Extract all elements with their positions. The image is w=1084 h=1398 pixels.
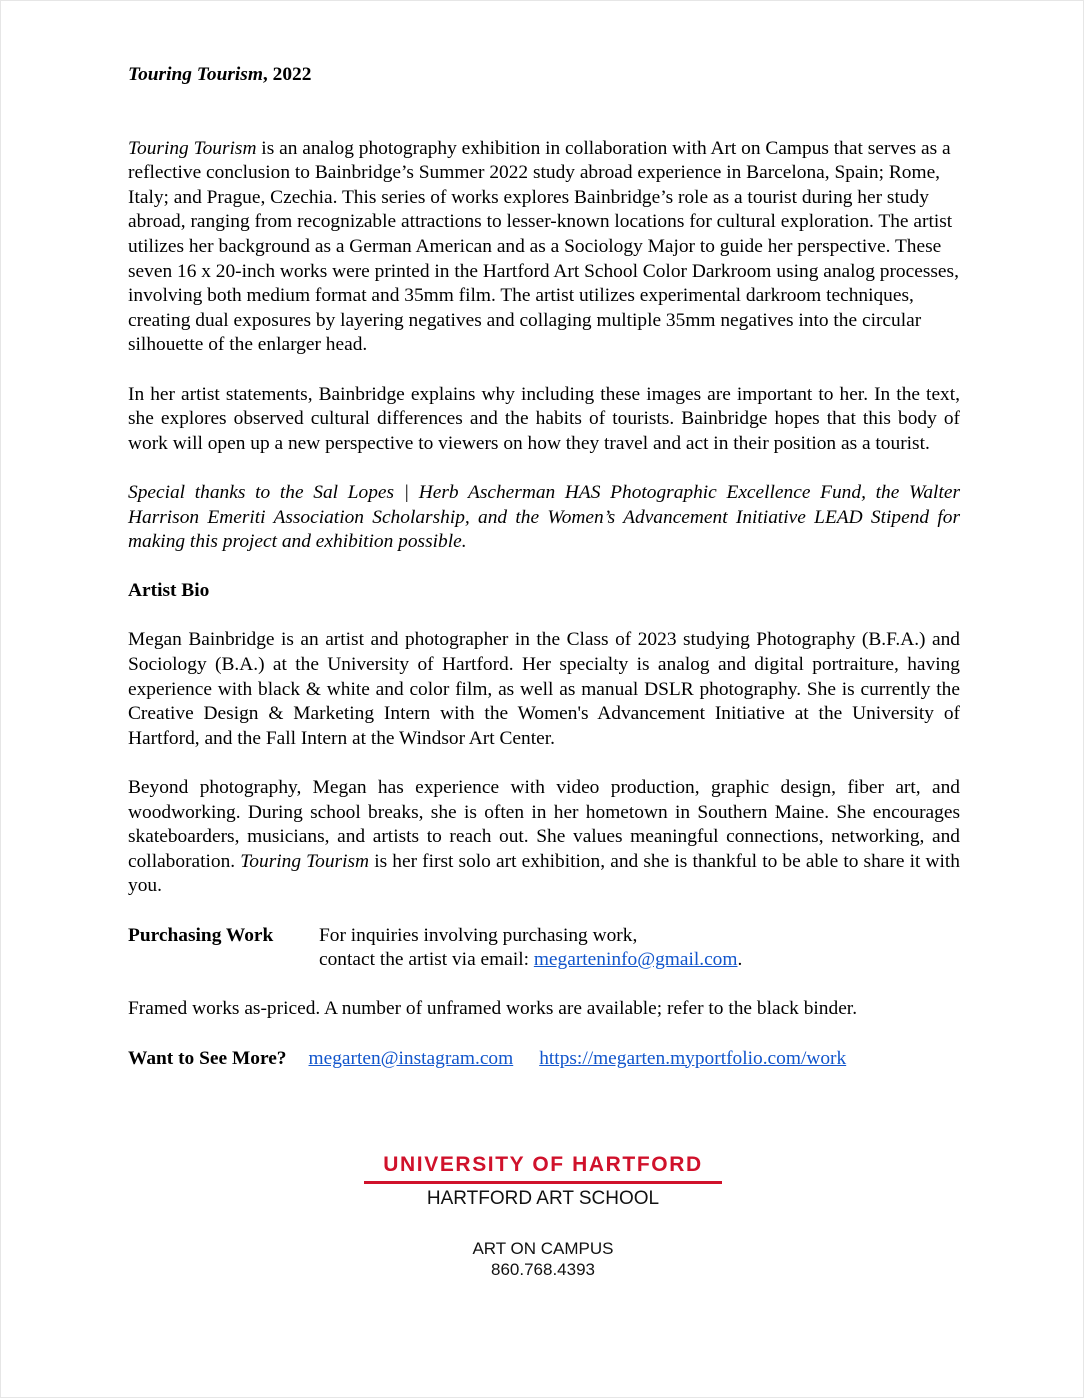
bio-paragraph-1: Megan Bainbridge is an artist and photographer in the Class of 2023 studying Photography (B.F.A.) and Sociology (B.A.) at the University of Hartford. Her specialty is analog and digital portraiture, having experience with black & white and color film, as well as manual DSLR photography. She is currently the Creative Design & Marketing Intern with the Women's Advancement Initiative at the University of Hartford, and the Fall Intern at the Windsor Art Center.	[128, 629, 960, 749]
purchasing-section	[128, 924, 960, 973]
statements-paragraph: In her artist statements, Bainbridge explains why including these images are important to her. In the text, she explores observed cultural differences and the habits of tourists. Bainbridge hopes that this body of work will open up a new perspective to viewers on how they travel and act in their position as a tourist.	[128, 383, 960, 454]
see-more-section	[128, 1047, 960, 1072]
title-italic: Touring Tourism	[128, 64, 263, 85]
document-title	[128, 63, 960, 88]
purchasing-email-prefix: contact the artist via email:	[319, 949, 534, 971]
instagram-link[interactable]: megarten@instagram.com	[308, 1047, 514, 1069]
framed-works-note: Framed works as-priced. A number of unframed works are available; refer to the black binder.	[128, 998, 858, 1020]
purchasing-line-2	[319, 948, 742, 973]
see-more-label: Want to See More?	[128, 1047, 287, 1069]
bio-para2-italic: Touring Tourism	[240, 850, 370, 872]
document-body	[128, 63, 960, 1071]
phone-number: 860.768.4393	[491, 1260, 595, 1279]
bio-para2-text-b: is her first solo art exhibition, and she is thankful to be able to share it with you.	[128, 850, 960, 897]
title-year: , 2022	[262, 64, 312, 85]
program-contact	[1, 1238, 1084, 1280]
footer	[1, 1152, 1084, 1280]
thanks-paragraph: Special thanks to the Sal Lopes | Herb Ascherman HAS Photographic Excellence Fund, the Walter Harrison Emeriti Association Scholarship, and the Women’s Advancement Initiative LEAD Stipend for making this project and exhibition possible.	[128, 481, 960, 553]
intro-paragraph	[128, 137, 960, 358]
intro-lead-italic: Touring Tourism	[128, 137, 257, 159]
program-name: ART ON CAMPUS	[472, 1239, 614, 1258]
purchasing-email-suffix: .	[737, 949, 743, 971]
intro-text: is an analog photography exhibition in collaboration with Art on Campus that serves as a reflective conclusion to Bainbridge’s Summer 2022 study abroad experience in Barcelona, Spain; Rome, Italy; and Prague, Czechia. This series of works explores Bainbridge’s role as a tourist during her study abroad, ranging from recognizable attractions to lesser-known locations for cultural exploration. The artist utilizes her background as a German American and as a Sociology Major to guide her perspective. These seven 16 x 20-inch works were printed in the Hartford Art School Color Darkroom using analog processes, involving both medium format and 35mm film. The artist utilizes experimental darkroom techniques, creating dual exposures by layering negatives and collaging multiple 35mm negatives into the circular silhouette of the enlarger head.	[128, 137, 959, 356]
university-logo: UNIVERSITY OF HARTFORD	[364, 1152, 722, 1184]
portfolio-link[interactable]: https://megarten.myportfolio.com/work	[539, 1047, 847, 1069]
purchasing-line-1: For inquiries involving purchasing work,	[319, 924, 638, 946]
purchasing-body	[319, 924, 742, 973]
purchasing-label: Purchasing Work	[128, 924, 274, 946]
artist-bio-heading: Artist Bio	[128, 580, 210, 602]
bio-paragraph-2	[128, 776, 960, 899]
bio-para2-text-a: Beyond photography, Megan has experience with video production, graphic design, fiber art, and woodworking. During school breaks, she is often in her hometown in Southern Maine. She encourages skateboarders, musicians, and artists to reach out. She values meaningful connections, networking, and collaboration.	[128, 777, 960, 872]
email-link[interactable]: megarteninfo@gmail.com	[533, 949, 738, 971]
school-name: HARTFORD ART SCHOOL	[426, 1188, 660, 1209]
